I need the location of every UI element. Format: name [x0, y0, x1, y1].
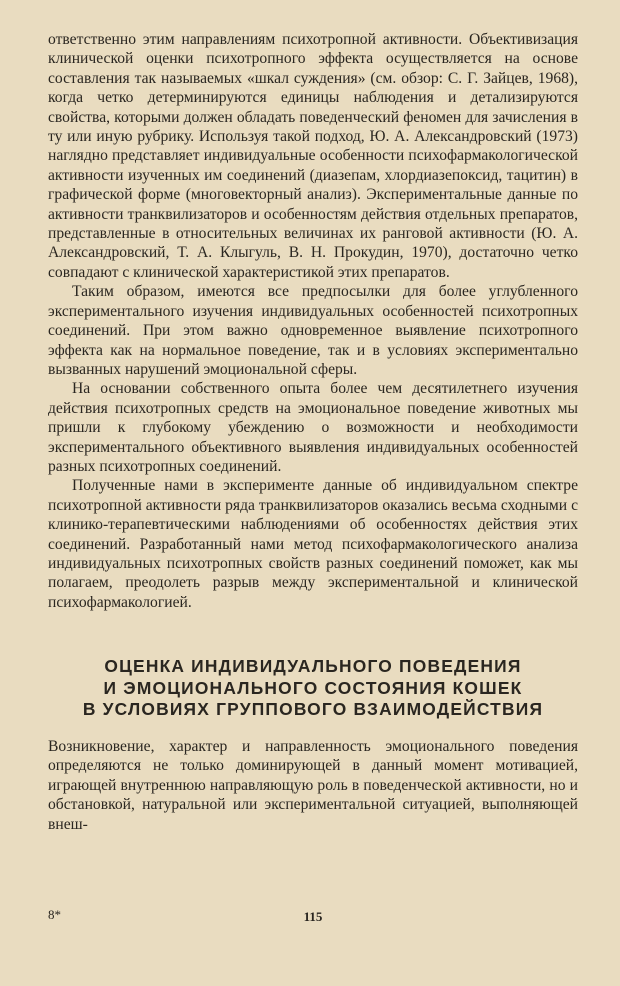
section-heading-line-2: И ЭМОЦИОНАЛЬНОГО СОСТОЯНИЯ КОШЕК [103, 677, 523, 698]
body-paragraph-1: ответственно этим направлениям психотропной активности. Объективизация клинической оценки психотропного эффекта осуществляется на основе составления так называемых «шкал суждения» (см. обзор: С. Г. Зайцев, 1968), когда четко детерминируются единицы наблюдения и детализируются свойства, которыми должен обладать поведенческий феномен для зачисления в ту или иную рубрику. Используя такой подход, Ю. А. Александровский (1973) наглядно представляет индивидуальные особенности психофармакологической активности изученных им соединений (диазепам, хлордиазепоксид, тацитин) в графической форме (многовекторный анализ). Экспериментальные данные по активности транквилизаторов и особенностям действия отдельных препаратов, представленные в относительных величинах их ранговой активности (Ю. А. Александровский, Т. А. Клыгуль, В. Н. Прокудин, 1970), достаточно четко совпадают с клинической характеристикой этих препаратов. [48, 31, 578, 281]
body-paragraph-3: На основании собственного опыта более чем десятилетнего изучения действия психотропных средств на эмоциональное поведение животных мы пришли к глубокому убеждению о возможности и необходимости экспериментального объективного выявления индивидуальных особенностей разных психотропных соединений. [48, 380, 578, 475]
section-body-paragraph: Возникновение, характер и направленность эмоционального поведения определяются не только доминирующей в данный момент мотивацией, играющей внутреннюю направляющую роль в поведенческой активности, но и обстановкой, натуральной или экспериментальной ситуацией, выполняющей внеш- [48, 737, 578, 833]
body-paragraph-2: Таким образом, имеются все предпосылки для более углубленного экспериментального изучения индивидуальных особенностей психотропных соединений. При этом важно одновременное выявление психотропного эффекта как на нормальное поведение, так и в условиях экспериментально вызванных нарушений эмоциональной сферы. [48, 283, 578, 378]
body-paragraph-4: Полученные нами в эксперименте данные об индивидуальном спектре психотропной активности ряда транквилизаторов оказались весьма сходными с клинико-терапевтическими наблюдениями об особенностях действия этих соединений. Разработанный нами метод психофармакологического анализа индивидуальных психотропных свойств разных соединений поможет, как мы полагаем, преодолеть разрыв между экспериментальной и клинической психофармакологией. [48, 477, 578, 611]
page-footer [48, 907, 578, 927]
section-heading-line-3: В УСЛОВИЯХ ГРУППОВОГО ВЗАИМОДЕЙСТВИЯ [82, 699, 544, 720]
section-heading [48, 656, 578, 721]
printer-signature: 8* [48, 907, 61, 922]
page-number: 115 [303, 909, 323, 924]
section-heading-line-1: ОЦЕНКА ИНДИВИДУАЛЬНОГО ПОВЕДЕНИЯ [104, 656, 522, 677]
